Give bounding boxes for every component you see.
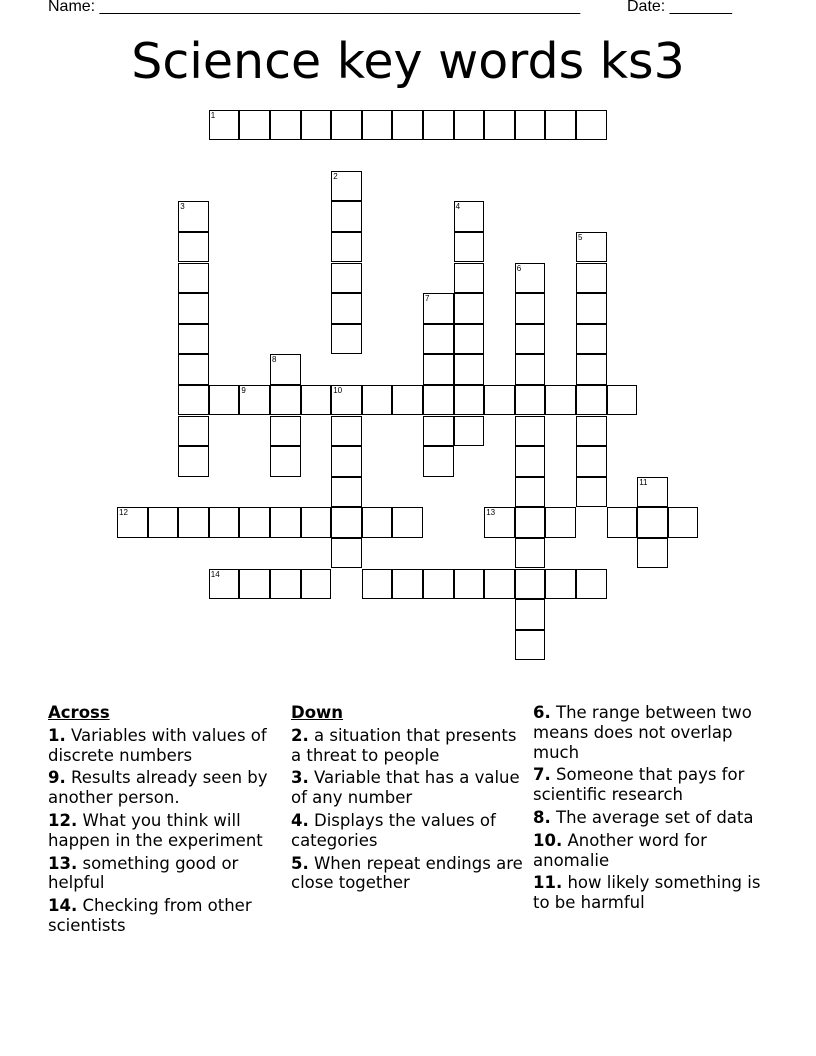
grid-cell[interactable] [515,446,546,477]
grid-cell[interactable] [576,110,607,141]
grid-cell[interactable] [331,538,362,569]
grid-cell[interactable] [362,507,393,538]
clue-text: Displays the values of categories [291,810,496,850]
clue-number-label: 12 [119,508,128,518]
clue-text: The range between two means does not overlap much [533,703,752,762]
clue-number-label: 7 [425,294,430,304]
grid-cell[interactable] [454,324,485,355]
grid-cell[interactable] [668,507,699,538]
clue-number: 10. [533,830,563,850]
grid-cell[interactable] [515,354,546,385]
across-heading: Across [48,703,110,722]
down-clue-2 [291,726,531,766]
grid-cell[interactable] [454,232,485,263]
grid-cell[interactable] [576,446,607,477]
grid-cell[interactable] [209,385,240,416]
grid-cell[interactable] [392,110,423,141]
grid-cell[interactable] [178,507,209,538]
grid-cell[interactable] [423,416,454,447]
clue-number: 3. [291,768,309,788]
grid-cell[interactable] [331,477,362,508]
grid-cell[interactable] [178,232,209,263]
grid-cell[interactable] [331,263,362,294]
clue-number-label: 13 [486,508,496,518]
grid-cell[interactable] [178,385,209,416]
grid-cell[interactable] [454,416,485,447]
grid-cell[interactable] [576,232,607,263]
clue-column-across [48,703,288,939]
clue-text: Variable that has a value of any number [291,768,520,808]
clue-number: 8. [533,807,551,827]
grid-cell[interactable] [239,385,270,416]
clue-text: When repeat endings are close together [291,853,523,893]
clue-text: Checking from other scientists [48,896,252,935]
grid-cell[interactable] [209,110,240,141]
clue-number: 1. [48,725,66,745]
grid-cell[interactable] [545,385,576,416]
across-clue-14 [48,896,288,936]
grid-cell[interactable] [515,477,546,508]
grid-cell[interactable] [178,263,209,294]
grid-cell[interactable] [270,507,301,538]
grid-cell[interactable] [239,507,270,538]
grid-cell[interactable] [484,569,515,600]
grid-cell[interactable] [270,569,301,600]
grid-cell[interactable] [576,477,607,508]
clue-number: 11. [533,873,563,893]
down-clue-4 [291,811,531,851]
grid-cell[interactable] [515,538,546,569]
grid-cell[interactable] [576,263,607,294]
clue-number-label: 4 [455,202,461,212]
clue-number-label: 14 [210,569,220,579]
grid-cell[interactable] [331,385,362,416]
grid-cell[interactable] [331,446,362,477]
across-clue-1 [48,726,288,766]
clue-number: 12. [48,810,78,830]
clue-number: 7. [533,765,551,785]
grid-cell[interactable] [270,385,301,416]
clue-number: 14. [48,896,78,916]
grid-cell[interactable] [178,324,209,355]
grid-cell[interactable] [423,324,454,355]
clue-text: Another word for anomalie [533,830,707,870]
grid-cell[interactable] [423,385,454,416]
grid-cell[interactable] [423,446,454,477]
grid-cell[interactable] [515,507,546,538]
grid-cell[interactable] [454,263,485,294]
grid-cell[interactable] [515,293,546,324]
down-clue-6 [533,703,773,762]
clue-number: 13. [48,853,78,873]
grid-cell[interactable] [331,232,362,263]
page-title: Science key words ks3 [131,33,685,90]
clue-number: 9. [48,768,66,788]
clue-text: Results already seen by another person. [48,768,268,808]
clue-number-label: 2 [333,171,338,181]
grid-cell[interactable] [484,507,515,538]
grid-cell[interactable] [331,201,362,232]
grid-cell[interactable] [270,416,301,447]
grid-cell[interactable] [331,171,362,202]
across-clue-13 [48,854,288,894]
grid-cell[interactable] [515,630,546,661]
grid-cell[interactable] [545,507,576,538]
grid-cell[interactable] [607,507,638,538]
grid-cell[interactable] [515,110,546,141]
grid-cell[interactable] [637,538,668,569]
grid-cell[interactable] [270,110,301,141]
grid-cell[interactable] [362,569,393,600]
grid-cell[interactable] [178,293,209,324]
grid-cell[interactable] [178,446,209,477]
clue-column-down-continued [533,703,773,916]
grid-cell[interactable] [515,569,546,600]
grid-cell[interactable] [331,293,362,324]
grid-cell[interactable] [270,354,301,385]
grid-cell[interactable] [637,507,668,538]
grid-cell[interactable] [423,354,454,385]
grid-cell[interactable] [454,569,485,600]
clue-text: how likely something is to be harmful [533,873,761,913]
grid-cell[interactable] [454,293,485,324]
grid-cell[interactable] [178,201,209,232]
grid-cell[interactable] [454,354,485,385]
name-field-label: Name: ______________________________________________________ [48,0,581,15]
grid-cell[interactable] [362,385,393,416]
grid-cell[interactable] [301,569,332,600]
grid-cell[interactable] [117,507,148,538]
grid-cell[interactable] [454,110,485,141]
grid-cell[interactable] [301,385,332,416]
grid-cell[interactable] [301,507,332,538]
grid-cell[interactable] [331,507,362,538]
grid-cell[interactable] [545,110,576,141]
grid-cell[interactable] [270,446,301,477]
grid-cell[interactable] [239,110,270,141]
clue-text: a situation that presents a threat to people [291,725,517,765]
clue-number-label: 11 [639,477,648,487]
grid-cell[interactable] [515,263,546,294]
grid-cell[interactable] [545,569,576,600]
clue-number-label: 1 [210,110,216,120]
grid-cell[interactable] [637,477,668,508]
grid-cell[interactable] [423,110,454,141]
down-clue-10 [533,831,773,871]
grid-cell[interactable] [209,569,240,600]
grid-cell[interactable] [148,507,179,538]
grid-cell[interactable] [484,110,515,141]
down-clue-7 [533,765,773,805]
clue-text: something good or helpful [48,853,239,893]
clue-number-label: 9 [241,385,246,395]
grid-cell[interactable] [362,110,393,141]
grid-cell[interactable] [423,569,454,600]
clue-text: Someone that pays for scientific research [533,765,745,805]
grid-cell[interactable] [454,201,485,232]
grid-cell[interactable] [392,385,423,416]
grid-cell[interactable] [209,507,240,538]
down-clue-5 [291,854,531,894]
grid-cell[interactable] [392,569,423,600]
grid-cell[interactable] [576,385,607,416]
grid-cell[interactable] [515,324,546,355]
clue-number: 6. [533,703,551,722]
grid-cell[interactable] [576,416,607,447]
grid-cell[interactable] [515,385,546,416]
clue-number: 4. [291,810,309,830]
grid-cell[interactable] [576,354,607,385]
grid-cell[interactable] [423,293,454,324]
grid-cell[interactable] [576,324,607,355]
grid-cell[interactable] [576,569,607,600]
grid-cell[interactable] [331,416,362,447]
clue-number: 5. [291,853,309,873]
clue-number-label: 8 [272,355,277,365]
grid-cell[interactable] [515,599,546,630]
grid-cell[interactable] [392,507,423,538]
clue-number-label: 10 [333,385,343,395]
date-field-label: Date: _______ [627,0,732,15]
grid-cell[interactable] [178,354,209,385]
clue-number-label: 5 [578,232,583,242]
grid-cell[interactable] [178,416,209,447]
clue-text: The average set of data [550,807,754,827]
grid-cell[interactable] [515,416,546,447]
grid-cell[interactable] [301,110,332,141]
grid-cell[interactable] [454,385,485,416]
grid-cell[interactable] [331,110,362,141]
grid-cell[interactable] [607,385,638,416]
clue-number-label: 3 [180,202,185,212]
clue-text: What you think will happen in the experiment [48,810,263,850]
down-clue-8 [533,808,773,828]
clue-number-label: 6 [516,263,522,273]
clue-number: 2. [291,725,309,745]
across-clue-12 [48,811,288,851]
down-clue-3 [291,768,531,808]
down-clue-11 [533,873,773,913]
grid-cell[interactable] [576,293,607,324]
down-heading: Down [291,703,344,722]
clue-column-down [291,703,531,896]
grid-cell[interactable] [239,569,270,600]
across-clue-9 [48,768,288,808]
grid-cell[interactable] [331,324,362,355]
grid-cell[interactable] [484,385,515,416]
clue-text: Variables with values of discrete numbers [48,725,267,765]
